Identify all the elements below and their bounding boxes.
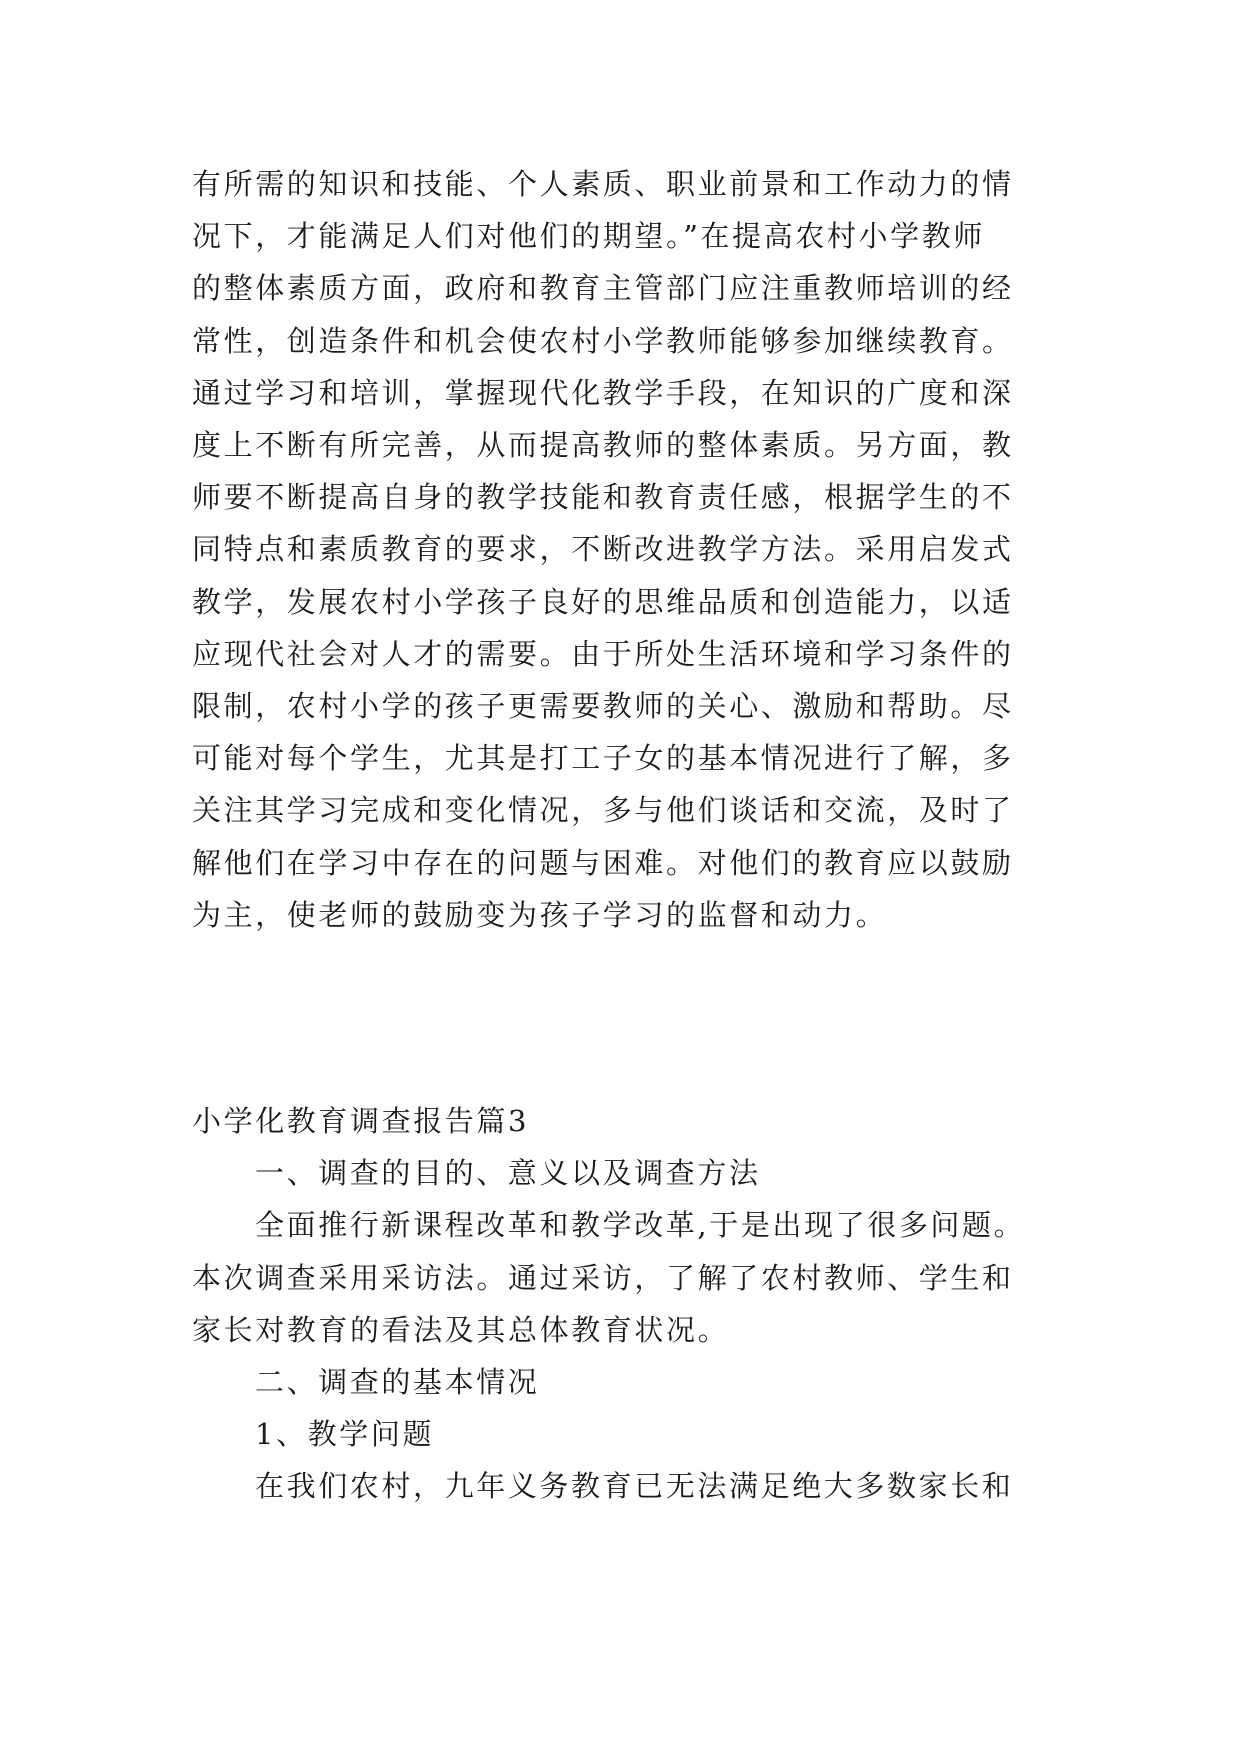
text-line: 为主，使老师的鼓励变为孩子学习的监督和动力。 — [192, 897, 888, 932]
text-line: 教学，发展农村小学孩子良好的思维品质和创造能力，以适 — [192, 584, 1014, 619]
text-line: 度上不断有所完善，从而提高教师的整体素质。另方面，教 — [192, 428, 1014, 463]
text-line: 关注其学习完成和变化情况，多与他们谈话和交流，及时了 — [192, 793, 1014, 828]
text-line: 有所需的知识和技能、个人素质、职业前景和工作动力的情 — [192, 167, 1014, 201]
text-line: 可能对每个学生，尤其是打工子女的基本情况进行了解，多 — [192, 741, 1014, 776]
text-line: 常性，创造条件和机会使农村小学教师能够参加继续教育。 — [192, 323, 1014, 358]
paragraph-continued — [192, 158, 1052, 941]
text-line: 师要不断提高自身的教学技能和教育责任感，根据学生的不 — [192, 480, 1014, 515]
section-title: 小学化教育调查报告篇3 — [192, 1104, 530, 1138]
text-line: 解他们在学习中存在的问题与困难。对他们的教育应以鼓励 — [192, 845, 1014, 880]
text-line: 的整体素质方面，政府和教育主管部门应注重教师培训的经 — [192, 271, 1014, 306]
text-line: 全面推行新课程改革和教学改革,于是出现了很多问题。 — [255, 1208, 1026, 1243]
text-line: 通过学习和培训，掌握现代化教学手段，在知识的广度和深 — [192, 375, 1014, 410]
text-line: 同特点和素质教育的要求，不断改进教学方法。采用启发式 — [192, 532, 1014, 567]
text-line: 本次调查采用采访法。通过采访，了解了农村教师、学生和 — [192, 1260, 1014, 1295]
heading-teaching-problems: 1、教学问题 — [255, 1417, 435, 1452]
heading-basic-situation: 二、调查的基本情况 — [255, 1365, 540, 1400]
text-line: 应现代社会对人才的需要。由于所处生活环境和学习条件的 — [192, 636, 1014, 671]
heading-purpose: 一、调查的目的、意义以及调查方法 — [255, 1156, 761, 1191]
text-line: 家长对教育的看法及其总体教育状况。 — [192, 1312, 730, 1347]
text-line: 在我们农村，九年义务教育已无法满足绝大多数家长和 — [255, 1469, 1014, 1504]
text-line: 况下，才能满足人们对他们的期望。”在提高农村小学教师 — [192, 219, 985, 254]
report-section — [192, 1095, 1052, 1513]
text-line: 限制，农村小学的孩子更需要教师的关心、激励和帮助。尽 — [192, 689, 1014, 724]
